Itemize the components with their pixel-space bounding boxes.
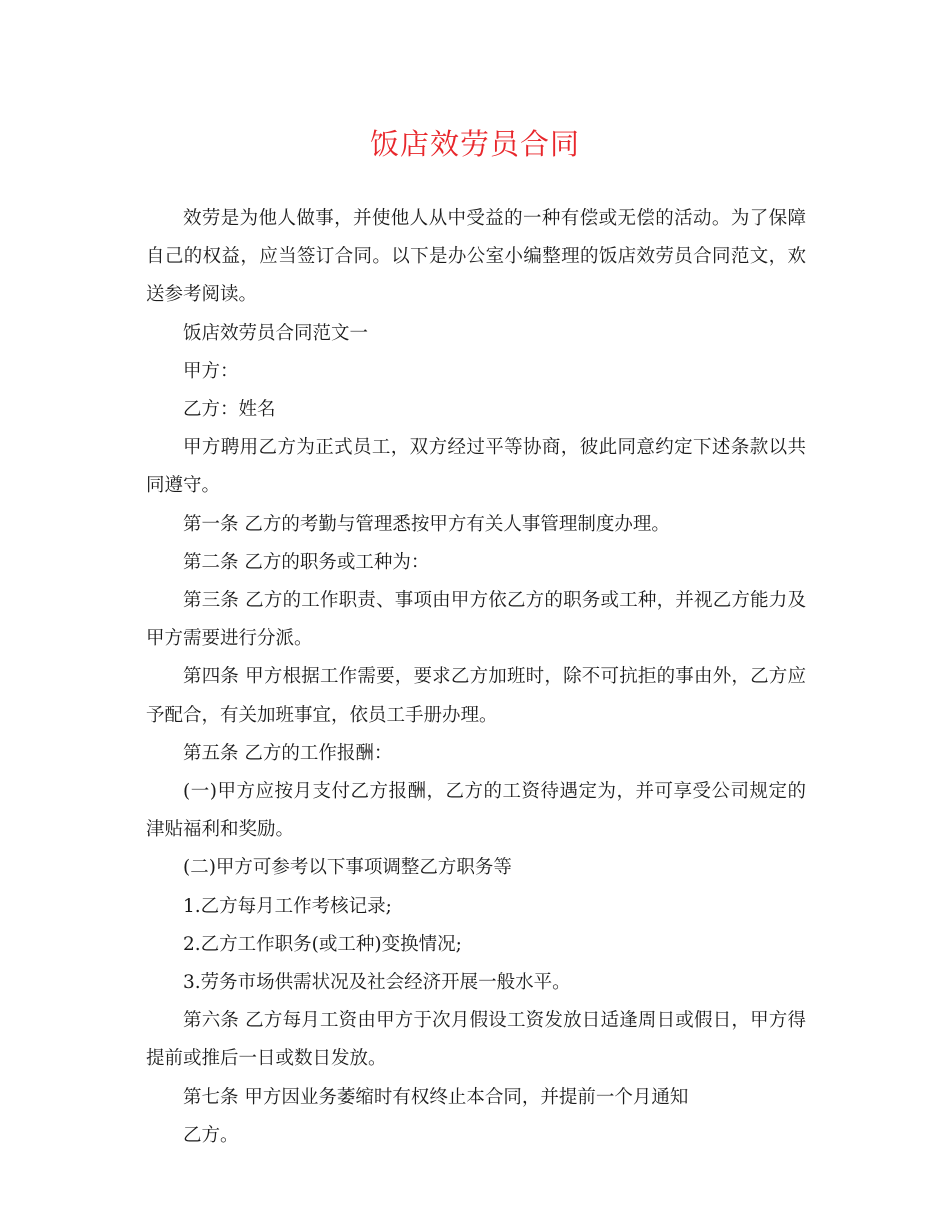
paragraph-article-1: 第一条 乙方的考勤与管理悉按甲方有关人事管理制度办理。 — [183, 513, 670, 535]
paragraph-article-6: 第六条 乙方每月工资由甲方于次月假设工资发放日适逢周日或假日，甲方得提前或推后一日或数日发放。 — [146, 1010, 806, 1070]
paragraph-article-4: 第四条 甲方根据工作需要，要求乙方加班时，除不可抗拒的事由外，乙方应予配合，有关加班事宜，依员工手册办理。 — [146, 666, 806, 726]
paragraph-hiring: 甲方聘用乙方为正式员工，双方经过平等协商，彼此同意约定下述条款以共同遵守。 — [146, 437, 806, 497]
paragraph-article-5-item-2: (二)甲方可参考以下事项调整乙方职务等 — [183, 857, 512, 879]
list-item-1: 1.乙方每月工作考核记录; — [183, 895, 392, 917]
paragraph-party-a: 甲方： — [183, 360, 239, 382]
paragraph-article-5: 第五条 乙方的工作报酬： — [183, 742, 393, 764]
paragraph-party-b: 乙方：姓名 — [183, 399, 276, 421]
paragraph-article-7-cont: 乙方。 — [183, 1124, 239, 1146]
document-body — [146, 200, 806, 1155]
paragraph-heading-sample-one: 饭店效劳员合同范文一 — [183, 322, 369, 344]
list-item-3: 3.劳务市场供需状况及社会经济开展一般水平。 — [183, 972, 571, 994]
list-item-2: 2.乙方工作职务(或工种)变换情况; — [183, 933, 462, 955]
paragraph-intro: 效劳是为他人做事，并使他人从中受益的一种有偿或无偿的活动。为了保障自己的权益，应当签订合同。以下是办公室小编整理的饭店效劳员合同范文，欢送参考阅读。 — [146, 208, 806, 306]
paragraph-article-3: 第三条 乙方的工作职责、事项由甲方依乙方的职务或工种，并视乙方能力及甲方需要进行分派。 — [146, 590, 806, 650]
document-title: 饭店效劳员合同 — [369, 127, 580, 161]
paragraph-article-5-item-1: (一)甲方应按月支付乙方报酬，乙方的工资待遇定为，并可享受公司规定的津贴福利和奖励。 — [146, 781, 806, 841]
paragraph-article-7: 第七条 甲方因业务萎缩时有权终止本合同，并提前一个月通知 — [183, 1086, 689, 1108]
paragraph-article-2: 第二条 乙方的职务或工种为： — [183, 551, 430, 573]
